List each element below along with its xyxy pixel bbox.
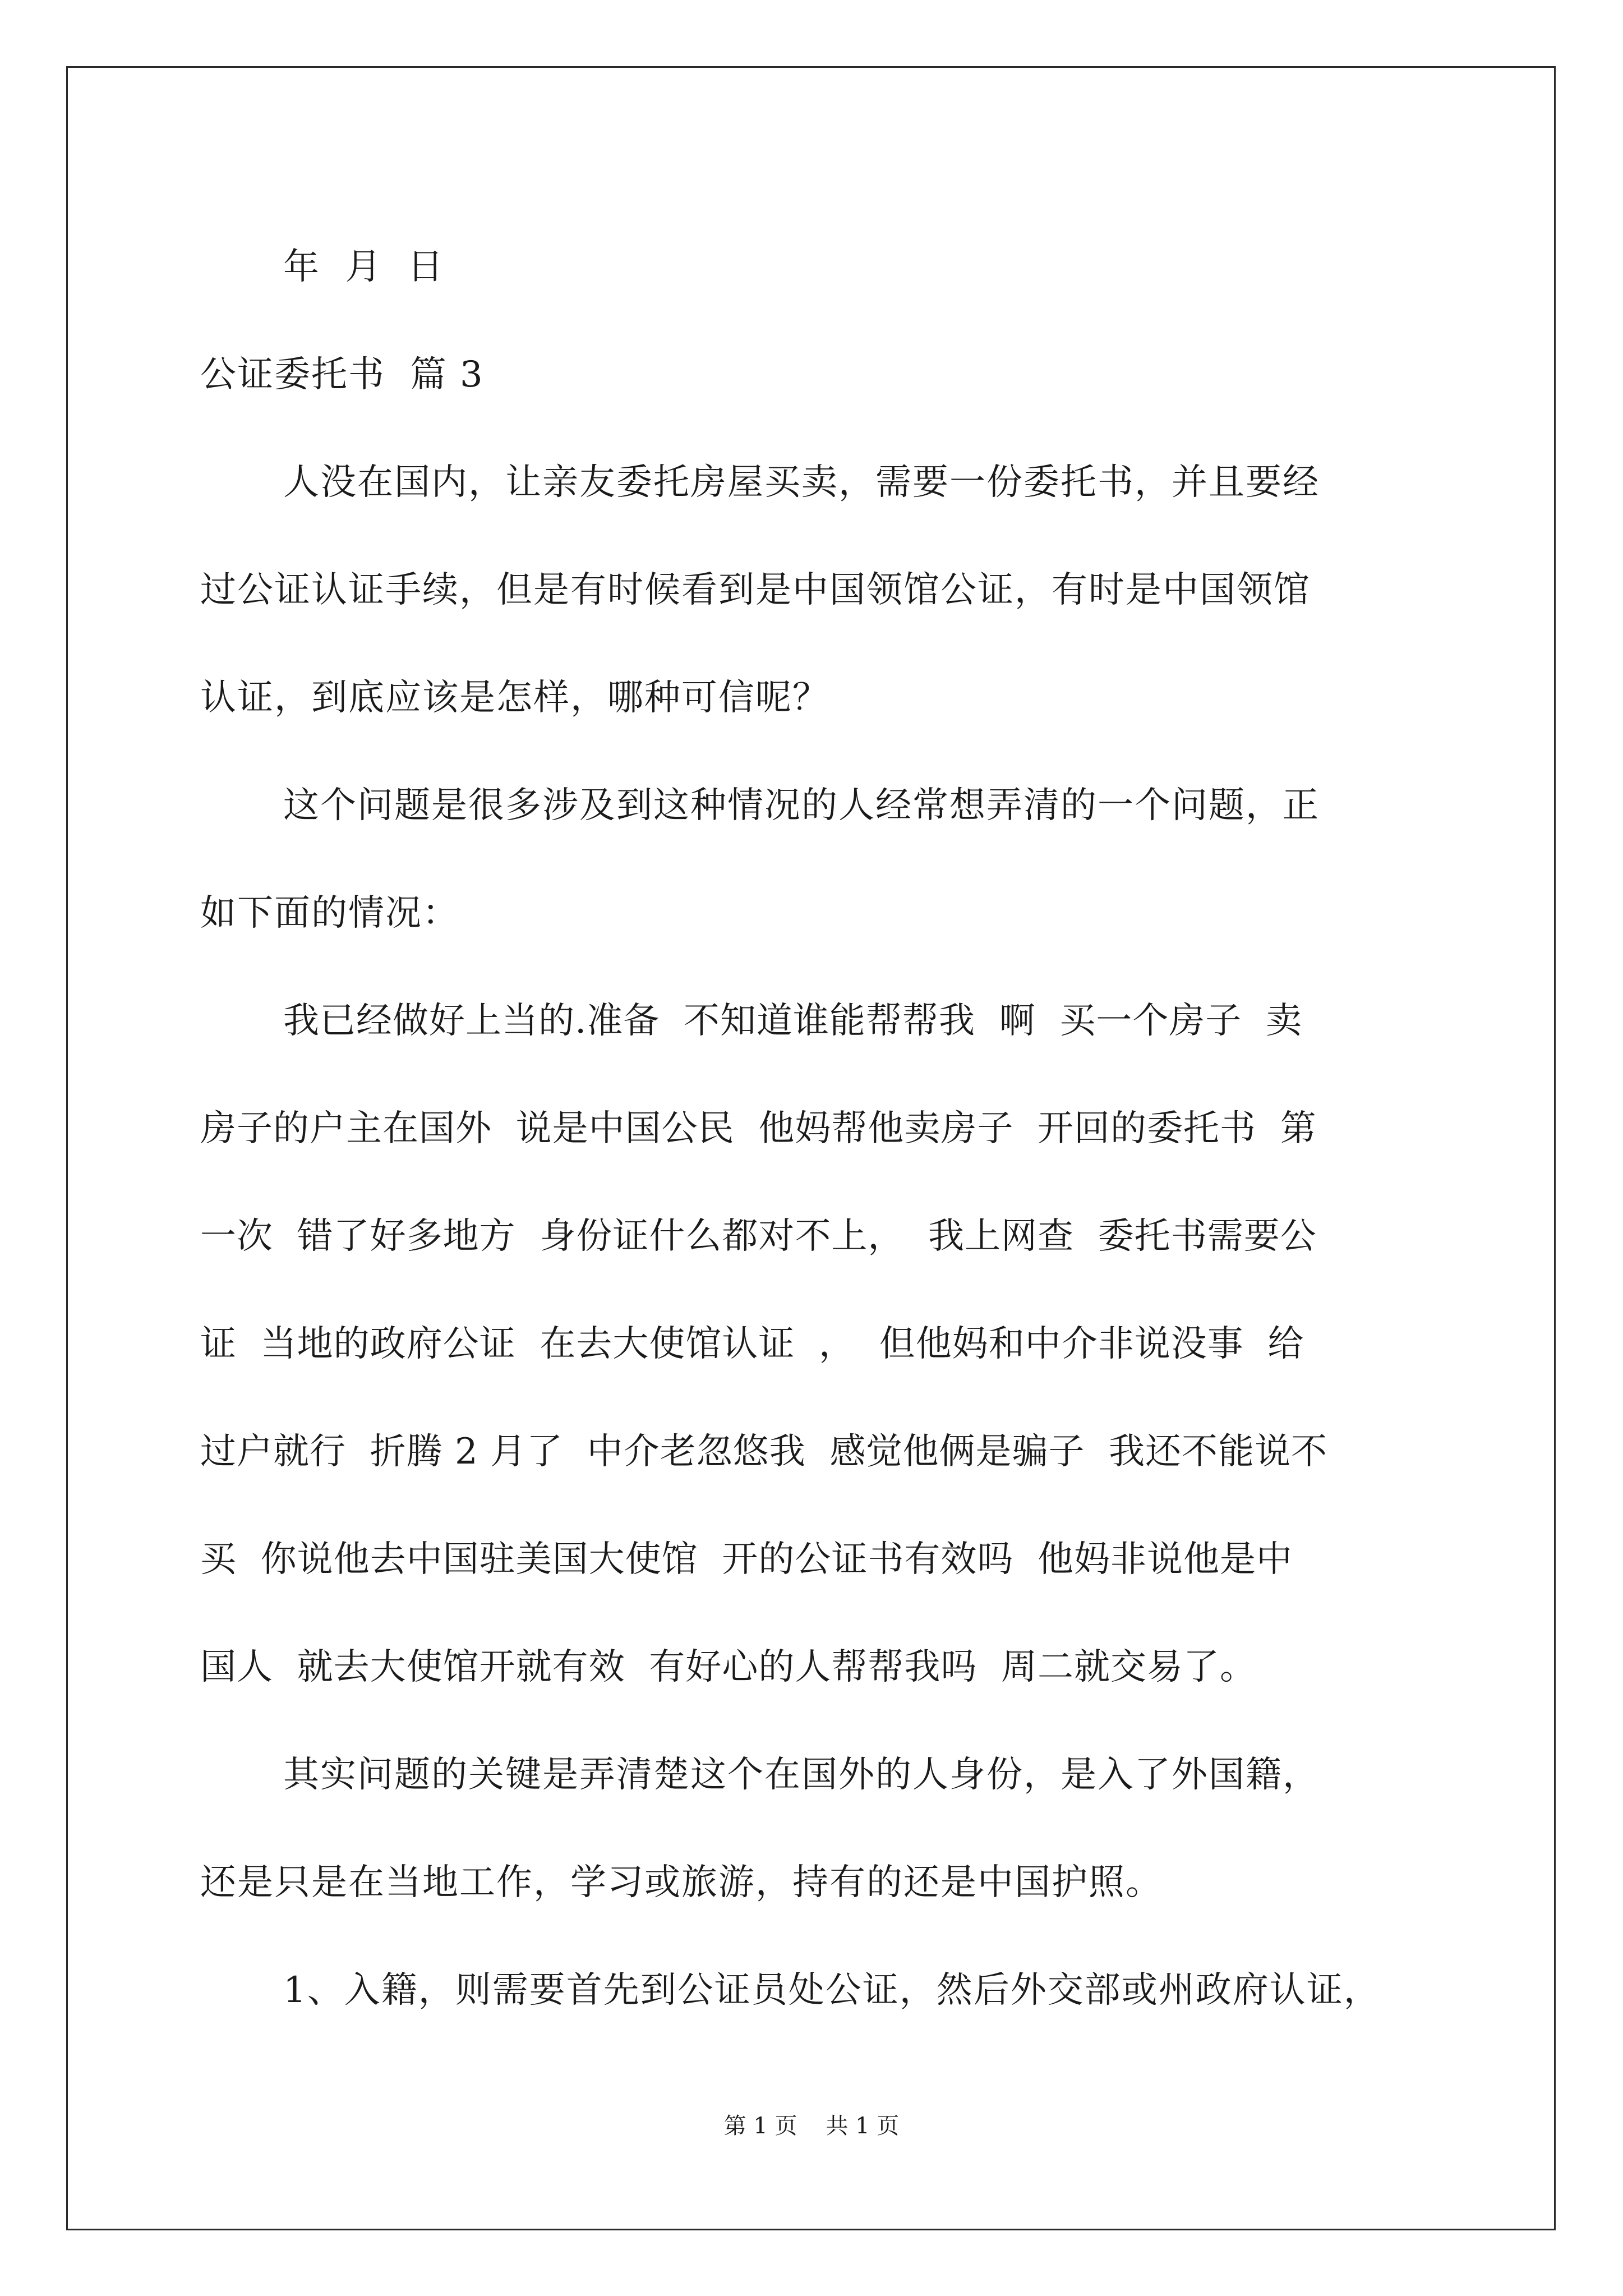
- page-footer: 第 1 页 共 1 页: [723, 2113, 900, 2139]
- section-heading: 公证委托书 篇 3: [200, 354, 484, 395]
- paragraph-line: 这个问题是很多涉及到这种情况的人经常想弄清的一个问题，正: [283, 785, 1320, 826]
- paragraph-line: 证 当地的政府公证 在去大使馆认证 ， 但他妈和中介非说没事 给: [200, 1323, 1304, 1365]
- paragraph-line: 国人 就去大使馆开就有效 有好心的人帮帮我吗 周二就交易了。: [200, 1646, 1257, 1688]
- paragraph-line: 我已经做好上当的.准备 不知道谁能帮帮我 啊 买一个房子 卖: [283, 1000, 1303, 1042]
- document-body: [200, 213, 1433, 2044]
- date-line: 年 月 日: [283, 246, 445, 288]
- paragraph-line: 还是只是在当地工作，学习或旅游，持有的还是中国护照。: [200, 1862, 1163, 1903]
- paragraph-line: 人没在国内，让亲友委托房屋买卖，需要一份委托书，并且要经: [283, 462, 1320, 503]
- paragraph-line: 过公证认证手续，但是有时候看到是中国领馆公证，有时是中国领馆: [200, 569, 1311, 611]
- paragraph-line: 其实问题的关键是弄清楚这个在国外的人身份，是入了外国籍，: [283, 1754, 1320, 1796]
- paragraph-line: 过户就行 折腾 2 月了 中介老忽悠我 感觉他俩是骗子 我还不能说不: [200, 1431, 1328, 1473]
- paragraph-line: 房子的户主在国外 说是中国公民 他妈帮他卖房子 开回的委托书 第: [200, 1108, 1317, 1149]
- paragraph-line: 1、入籍，则需要首先到公证员处公证，然后外交部或州政府认证，: [283, 1970, 1381, 2011]
- paragraph-line: 认证，到底应该是怎样，哪种可信呢？: [200, 677, 829, 719]
- paragraph-line: 如下面的情况：: [200, 892, 459, 934]
- paragraph-line: 一次 错了好多地方 身份证什么都对不上， 我上网查 委托书需要公: [200, 1216, 1317, 1257]
- paragraph-line: 买 你说他去中国驻美国大使馆 开的公证书有效吗 他妈非说他是中: [200, 1539, 1293, 1580]
